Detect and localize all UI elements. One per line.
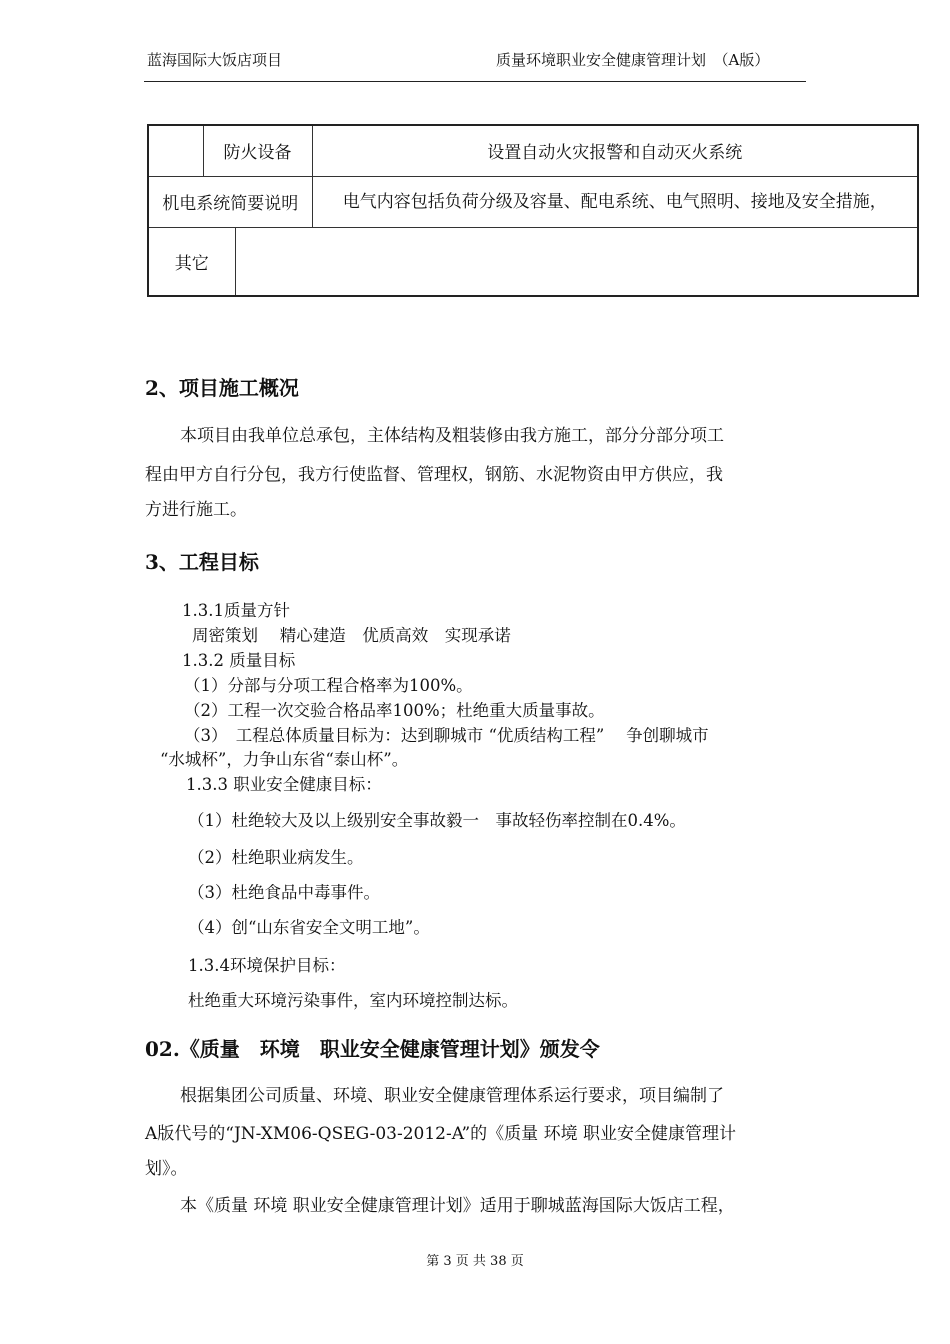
paragraph-line: 划》。 <box>145 1159 188 1179</box>
environment-target-text: 杜绝重大环境污染事件，室内环境控制达标。 <box>188 991 518 1010</box>
quality-target-item: （2）工程一次交验合格品率100%；杜绝重大质量事故。 <box>184 701 605 720</box>
paragraph-line: 本《质量 环境 职业安全健康管理计划》适用于聊城蓝海国际大饭店工程， <box>180 1196 735 1216</box>
header-rule <box>144 81 806 82</box>
header-document-title: 质量环境职业安全健康管理计划 （A版） <box>496 51 770 69</box>
section-3-heading: 3、工程目标 <box>145 550 259 574</box>
quality-target-item-cont: “水城杯”，力争山东省“泰山杯”。 <box>160 750 409 769</box>
fire-equipment-value: 设置自动火灾报警和自动灭火系统 <box>312 125 918 176</box>
table-row <box>148 125 918 176</box>
electromechanical-value: 电气内容包括负荷分级及容量、配电系统、电气照明、接地及安全措施， <box>312 176 918 227</box>
safety-target-item: （4）创“山东省安全文明工地”。 <box>188 918 430 937</box>
other-label: 其它 <box>148 227 235 296</box>
safety-target-item: （2）杜绝职业病发生。 <box>188 848 364 867</box>
safety-target-title: 1.3.3 职业安全健康目标： <box>186 775 382 794</box>
quality-policy-text: 周密策划 精心建造 优质高效 实现承诺 <box>192 626 511 645</box>
header-project-name: 蓝海国际大饭店项目 <box>147 51 283 69</box>
section-2-heading: 2、项目施工概况 <box>145 376 299 400</box>
issuance-order-heading: 02.《质量 环境 职业安全健康管理计划》颁发令 <box>145 1037 600 1061</box>
paragraph-line: 根据集团公司质量、环境、职业安全健康管理体系运行要求，项目编制了 <box>180 1086 724 1106</box>
safety-target-item: （3）杜绝食品中毒事件。 <box>188 883 380 902</box>
page-number: 第 3 页 共 38 页 <box>426 1254 524 1269</box>
paragraph-line: A版代号的“JN-XM06-QSEG-03-2012-A”的《质量 环境 职业安全健康管理计 <box>145 1124 736 1144</box>
environment-target-title: 1.3.4环境保护目标： <box>188 956 346 975</box>
quality-target-item: （1）分部与分项工程合格率为100%。 <box>184 676 473 695</box>
electromechanical-label: 机电系统简要说明 <box>148 176 312 227</box>
quality-target-item: （3） 工程总体质量目标为：达到聊城市 “优质结构工程” 争创聊城市 <box>184 726 709 745</box>
paragraph-line: 本项目由我单位总承包，主体结构及粗装修由我方施工，部分分部分项工 <box>180 426 724 446</box>
table-row <box>148 227 918 296</box>
safety-target-item: （1）杜绝较大及以上级别安全事故毅一 事故轻伤率控制在0.4%。 <box>188 811 686 830</box>
quality-policy-title: 1.3.1质量方针 <box>182 601 290 620</box>
table-row <box>148 176 918 227</box>
paragraph-line: 程由甲方自行分包，我方行使监督、管理权，钢筋、水泥物资由甲方供应，我 <box>145 465 723 485</box>
systems-table <box>147 124 919 297</box>
table-cell-blank <box>148 125 203 176</box>
other-value <box>235 227 918 296</box>
fire-equipment-label: 防火设备 <box>203 125 312 176</box>
paragraph-line: 方进行施工。 <box>145 500 247 520</box>
quality-target-title: 1.3.2 质量目标 <box>182 651 296 670</box>
